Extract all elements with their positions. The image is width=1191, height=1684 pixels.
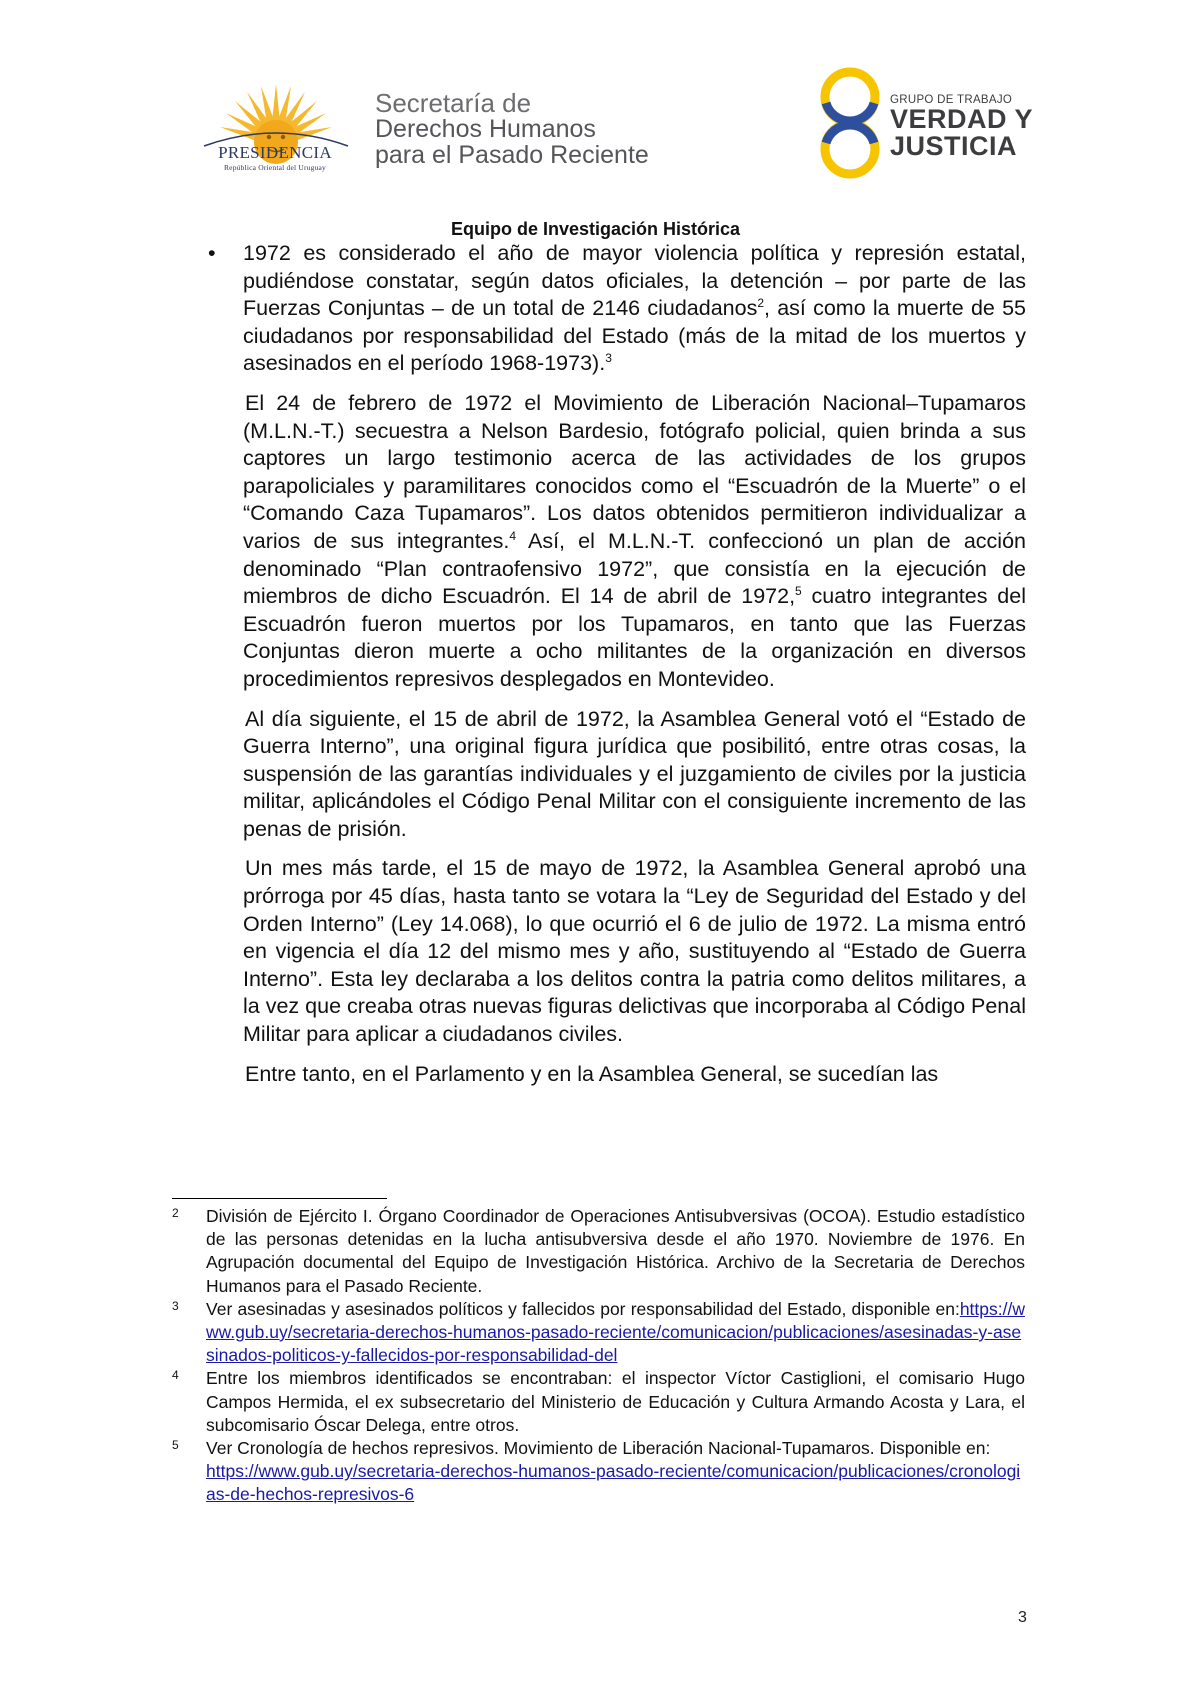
gvj-line-3: JUSTICIA <box>890 131 1018 161</box>
paragraph-2 <box>243 390 1026 694</box>
gvj-line-2: VERDAD Y <box>890 104 1034 134</box>
main-content <box>208 240 1026 1100</box>
footnote-ref-2[interactable]: 2 <box>757 296 765 311</box>
footnotes <box>172 1205 1025 1507</box>
footnote-number: 4 <box>172 1368 179 1383</box>
bullet-icon: • <box>208 241 216 265</box>
footnote-3 <box>172 1298 1025 1368</box>
presidencia-subtitle: República Oriental del Uruguay <box>223 163 326 172</box>
p2-text-b: Así, el M.L.N.-T. confeccionó un plan de acción denominado “Plan contraofensivo 1972”, que consistía en la ejecución de miembros de dicho Escuadrón. El 14 de abril de 1972, <box>243 528 1026 609</box>
footnote-number: 2 <box>172 1206 179 1220</box>
footnote-separator <box>172 1198 387 1199</box>
footnote-5 <box>172 1437 1025 1507</box>
paragraph-3: Al día siguiente, el 15 de abril de 1972, la Asamblea General votó el “Estado de Guerra Interno”, una original figura jurídica que posibilitó, entre otras cosas, la suspensión de las garantías individuales y el juzgamiento de civiles por la justicia militar, aplicándoles el Código Penal Militar con el consiguiente incremento de las penas de prisión. <box>243 706 1026 841</box>
footnote-number: 5 <box>172 1438 179 1453</box>
secretaria-line-1: Secretaría de <box>375 88 532 118</box>
secretaria-logo-text <box>375 90 649 168</box>
paragraph-4: Un mes más tarde, el 15 de mayo de 1972, la Asamblea General aprobó una prórroga por 45 días, hasta tanto se votara la “Ley de Seguridad del Estado y del Orden Interno” (Ley 14.068), lo que ocurrió el 6 de julio de 1972. La misma entró en vigencia el día 12 del mismo mes y año, sustituyendo al “Estado de Guerra Interno”. Esta ley declaraba a los delitos contra la patria como delitos militares, a la vez que creaba otras nuevas figuras delictivas que incorporaba al Código Penal Militar para aplicar a ciudadanos civiles. <box>243 856 1026 1047</box>
footnote-link[interactable]: https://www.gub.uy/secretaria-derechos-humanos-pasado-reciente/comunicacion/publicaciones/asesinadas-y-asesinados-politicos-y-fallecidos-por-responsabilidad-del <box>206 1298 1025 1366</box>
p1-text-a: 1972 es considerado el año de mayor violencia política y represión estatal, pudiéndose constatar, según datos oficiales, la detención – por parte de las Fuerzas Conjuntas – de un total de 2146 ciudadanos <box>243 241 1026 321</box>
secretaria-line-3: para el Pasado Reciente <box>375 141 649 169</box>
footnote-2 <box>172 1205 1025 1298</box>
footnote-ref-4[interactable]: 4 <box>509 528 517 543</box>
paragraph-5: Entre tanto, en el Parlamento y en la Asamblea General, se sucedían las <box>245 1061 939 1086</box>
secretaria-line-2: Derechos Humanos <box>375 115 596 143</box>
p2-text-c: cuatro integrantes del Escuadrón fueron muertos por los Tupamaros, en tanto que las Fuerzas Conjuntas dieron muerte a ocho militantes de la organización en diversos procedimientos represivos desplegados en Montevideo. <box>243 584 1026 691</box>
presidencia-name: PRESIDENCIA <box>218 143 332 162</box>
footnote-text: División de Ejército I. Órgano Coordinador de Operaciones Antisubversivas (OCOA). Estudio estadístico de las personas detenidas en la lucha antisubversiva desde el año 1970. Noviembre de 1976. En Agrupación documental del Equipo de Investigación Histórica. Archivo de la Secretaria de Derechos Humanos para el Pasado Reciente. <box>206 1206 1025 1296</box>
footnote-ref-5[interactable]: 5 <box>795 583 802 598</box>
p1-text-b: , así como la muerte de 55 ciudadanos por responsabilidad del Estado (más de la mitad de los muertos y asesinados en el período 1968-1973). <box>243 296 1026 376</box>
footnote-text: Ver Cronología de hechos represivos. Movimiento de Liberación Nacional-Tupamaros. Disponible en: <box>206 1438 991 1459</box>
paragraph-1 <box>208 240 1026 378</box>
footnote-4 <box>172 1367 1025 1437</box>
gvj-line-1: GRUPO DE TRABAJO <box>890 94 1013 106</box>
verdad-justicia-text <box>890 94 1033 160</box>
footnote-ref-3[interactable]: 3 <box>605 351 612 366</box>
p2-text-a: El 24 de febrero de 1972 el Movimiento de Liberación Nacional–Tupamaros (M.L.N.-T.) secuestra a Nelson Bardesio, fotógrafo policial, quien brinda a sus captores un largo testimonio acerca de las actividades de los grupos parapoliciales y paramilitares conocidos como el “Escuadrón de la Muerte” o el “Comando Caza Tupamaros”. Los datos obtenidos permitieron individualizar a varios de sus integrantes. <box>243 390 1026 553</box>
verdad-justicia-logo-icon <box>812 63 888 185</box>
footnote-number: 3 <box>172 1298 179 1313</box>
footnote-text: Ver asesinadas y asesinados políticos y fallecidos por responsabilidad del Estado, disponible en: <box>206 1298 960 1319</box>
footnote-text: Entre los miembros identificados se encontraban: el inspector Víctor Castiglioni, el comisario Hugo Campos Hermida, el ex subsecretario del Ministerio de Educación y Cultura Armando Acosta y Lara, el subcomisario Óscar Delega, entre otros. <box>206 1368 1025 1435</box>
team-title: Equipo de Investigación Histórica <box>450 219 741 239</box>
footnote-link[interactable]: https://www.gub.uy/secretaria-derechos-humanos-pasado-reciente/comunicacion/publicaciones/cronologias-de-hechos-represivos-6 <box>206 1461 1021 1505</box>
page-number: 3 <box>1018 1609 1027 1626</box>
